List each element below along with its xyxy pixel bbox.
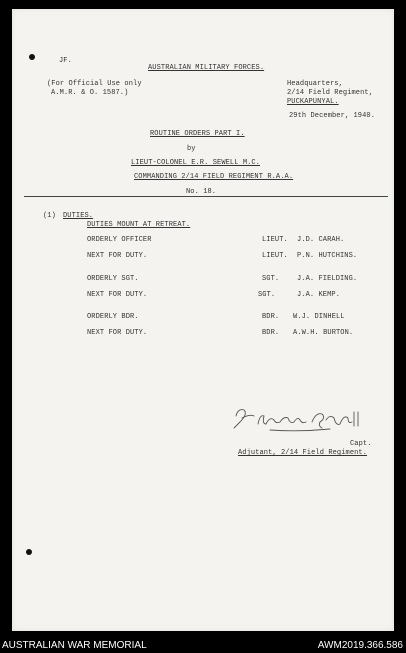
duty-role: NEXT FOR DUTY. [87,252,148,260]
duty-rank: SGT. [258,291,276,299]
punch-hole-top [29,54,35,60]
hq-line2: 2/14 Field Regiment, [287,89,374,97]
signature-title: Adjutant, 2/14 Field Regiment. [238,449,368,457]
duty-name: J.D. CARAH. [297,236,345,244]
duty-name: A.W.H. BURTON. [293,329,354,337]
handwritten-signature [230,402,370,436]
duty-role: NEXT FOR DUTY. [87,329,148,337]
section-heading: DUTIES. [63,212,94,220]
duty-name: P.N. HUTCHINS. [297,252,358,260]
footer-accession: AWM2019.366.586 [317,640,403,651]
footer-institution: AUSTRALIAN WAR MEMORIAL [2,640,147,651]
document-title: AUSTRALIAN MILITARY FORCES. [148,64,265,72]
orders-title: ROUTINE ORDERS PART I. [150,130,245,138]
signature-rank: Capt. [350,440,372,448]
order-number: No. 18. [186,188,217,196]
footer-bar [0,638,406,653]
duty-rank: BDR. [262,329,280,337]
official-use-line1: (For Official Use only [47,80,142,88]
duty-rank: SGT. [262,275,280,283]
commander-line: LIEUT-COLONEL E.R. SEWELL M.C. [131,159,261,167]
hq-line1: Headquarters, [287,80,343,88]
document-date: 29th December, 1940. [289,112,376,120]
duty-role: ORDERLY OFFICER [87,236,152,244]
section-subheading: DUTIES MOUNT AT RETREAT. [87,221,191,229]
separator-rule [24,196,388,197]
punch-hole-bottom [26,549,32,555]
official-use-line2: A.M.R. & O. 1587.) [51,89,129,97]
section-number: (1) [43,212,56,220]
duty-role: ORDERLY SGT. [87,275,139,283]
hq-line3: PUCKAPUNYAL. [287,98,339,106]
duty-name: W.J. DINHELL [293,313,345,321]
command-line: COMMANDING 2/14 FIELD REGIMENT R.A.A. [134,173,294,181]
duty-name: J.A. FIELDING. [297,275,358,283]
duty-name: J.A. KEMP. [297,291,341,299]
duty-role: ORDERLY BDR. [87,313,139,321]
duty-rank: LIEUT. [262,252,288,260]
initials: JF. [59,57,72,65]
duty-rank: LIEUT. [262,236,288,244]
by-line: by [187,145,196,153]
duty-rank: BDR. [262,313,280,321]
duty-role: NEXT FOR DUTY. [87,291,148,299]
